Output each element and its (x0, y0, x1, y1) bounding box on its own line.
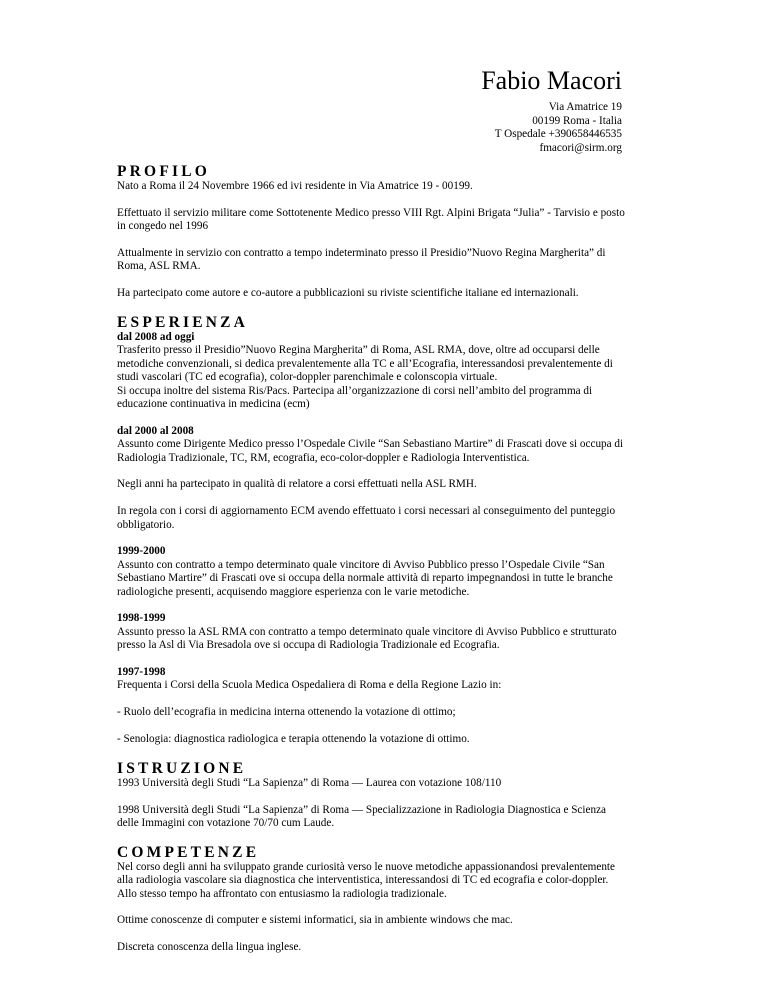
phone-line: T Ospedale +390658446535 (494, 128, 622, 140)
experience-period: 1999-2000 (117, 545, 166, 558)
skills-paragraph (117, 941, 657, 954)
text-line: obbligatorio. (117, 518, 175, 531)
text-line: studi vascolari (TC ed ecografia), color-doppler parenchimale e colonscopia virtuale. (117, 371, 498, 384)
address-line-2: 00199 Roma - Italia (532, 114, 622, 127)
experience-list-item (117, 706, 657, 719)
text-line: educazione continuativa in medicina (ecm) (117, 398, 310, 411)
text-line: radiologiche presenti, acquisendo maggiore esperienza con le varie metodiche. (117, 585, 470, 598)
experience-period: 1998-1999 (117, 612, 166, 625)
text-line: - Ruolo dell’ecografia in medicina interna ottenendo la votazione di ottimo; (117, 706, 456, 719)
experience-note (117, 505, 657, 532)
experience-period: 1997-1998 (117, 666, 166, 679)
text-line: Roma, ASL RMA. (117, 260, 201, 273)
profilo-paragraph (117, 180, 657, 193)
text-line: Radiologia Tradizionale, TC, RM, ecografia, eco-color-doppler e Radiologia Interventistica. (117, 451, 530, 464)
text-line: Effettuato il servizio militare come Sottotenente Medico presso VIII Rgt. Alpini Brigata “Julia” - Tarvisio e posto (117, 206, 625, 219)
experience-period: dal 2000 al 2008 (117, 424, 194, 437)
email-link[interactable]: fmacori@sirm.org (539, 141, 622, 154)
experience-item (117, 425, 657, 465)
experience-note (117, 478, 657, 491)
text-line: Sebastiano Martire” di Frascati ove si occupa della normale attività di reparto impegnandosi in tutte le branche (117, 572, 613, 585)
education-item (117, 804, 657, 831)
education-item (117, 777, 657, 790)
section-esperienza (117, 314, 657, 746)
skills-paragraph (117, 861, 657, 901)
section-istruzione (117, 760, 657, 831)
text-line: alla radiologia vascolare sia diagnostica che interventistica, interessandosi di TC ed ecografia e color-doppler. (117, 874, 609, 887)
section-profilo (117, 163, 657, 301)
profilo-paragraph (117, 287, 657, 300)
text-line: Attualmente in servizio con contratto a tempo indeterminato presso il Presidio”Nuovo Regina Margherita” di (117, 247, 606, 259)
text-line: 1998 Università degli Studi “La Sapienza” di Roma — Specializzazione in Radiologia Diagnostica e Scienza (117, 803, 606, 816)
text-line: delle Immagini con votazione 70/70 cum Laude. (117, 817, 335, 830)
section-title-profilo: PROFILO (117, 163, 211, 180)
text-line: Ottime conoscenze di computer e sistemi informatici, sia in ambiente windows che mac. (117, 914, 513, 927)
profilo-paragraph (117, 247, 657, 274)
text-line: in congedo nel 1996 (117, 220, 209, 233)
text-line: Nato a Roma il 24 Novembre 1966 ed ivi residente in Via Amatrice 19 - 00199. (117, 180, 473, 192)
experience-list-item (117, 733, 657, 746)
text-line: Si occupa inoltre del sistema Ris/Pacs. Partecipa all’organizzazione di corsi nell’ambito del programma di (117, 384, 593, 397)
text-line: 1993 Università degli Studi “La Sapienza” di Roma — Laurea con votazione 108/110 (117, 776, 502, 789)
section-title-esperienza: ESPERIENZA (117, 314, 249, 331)
cv-header (481, 66, 622, 155)
text-line: Nel corso degli anni ha sviluppato grande curiosità verso le nuove metodiche appassionandosi prevalentemente (117, 860, 616, 873)
experience-item (117, 612, 657, 652)
text-line: metodiche convenzionali, si dedica prevalentemente alla TC e all’Ecografia, interessandosi prevalentemente di (117, 357, 613, 370)
section-competenze (117, 844, 657, 955)
text-line: Frequenta i Corsi della Scuola Medica Ospedaliera di Roma e della Regione Lazio in: (117, 679, 502, 692)
address-line-1: Via Amatrice 19 (548, 101, 622, 113)
text-line: Trasferito presso il Presidio”Nuovo Regina Margherita” di Roma, ASL RMA, dove, oltre ad occuparsi delle (117, 344, 600, 357)
text-line: - Senologia: diagnostica radiologica e terapia ottenendo la votazione di ottimo. (117, 733, 470, 746)
text-line: Ha partecipato come autore e co-autore a pubblicazioni su riviste scientifiche italiane ed internazionali. (117, 287, 579, 300)
text-line: presso la Asl di Via Bresadola ove si occupa di Radiologia Tradizionale ed Ecografia. (117, 639, 500, 652)
skills-paragraph (117, 914, 657, 927)
text-line: Assunto presso la ASL RMA con contratto a tempo determinato quale vincitore di Avviso Pubblico e strutturato (117, 625, 617, 638)
experience-item (117, 331, 657, 411)
text-line: Allo stesso tempo ha affrontato con entusiasmo la radiologia tradizionale. (117, 887, 447, 900)
section-title-istruzione: ISTRUZIONE (117, 759, 247, 777)
text-line: Assunto con contratto a tempo determinato quale vincitore di Avviso Pubblico presso l’Ospedale Civile “San (117, 558, 605, 571)
text-line: Assunto come Dirigente Medico presso l’Ospedale Civile “San Sebastiano Martire” di Frascati dove si occupa di (117, 438, 624, 451)
person-name: Fabio Macori (481, 66, 622, 95)
text-line: Negli anni ha partecipato in qualità di relatore a corsi effettuati nella ASL RMH. (117, 478, 477, 491)
cv-content (117, 163, 657, 968)
experience-item (117, 666, 657, 693)
profilo-paragraph (117, 207, 657, 234)
section-title-competenze: COMPETENZE (117, 843, 260, 861)
experience-item (117, 545, 657, 599)
text-line: Discreta conoscenza della lingua inglese. (117, 941, 302, 954)
text-line: In regola con i corsi di aggiornamento ECM avendo effettuato i corsi necessari al conseguimento del punteggio (117, 505, 616, 518)
experience-period: dal 2008 ad oggi (117, 331, 195, 343)
